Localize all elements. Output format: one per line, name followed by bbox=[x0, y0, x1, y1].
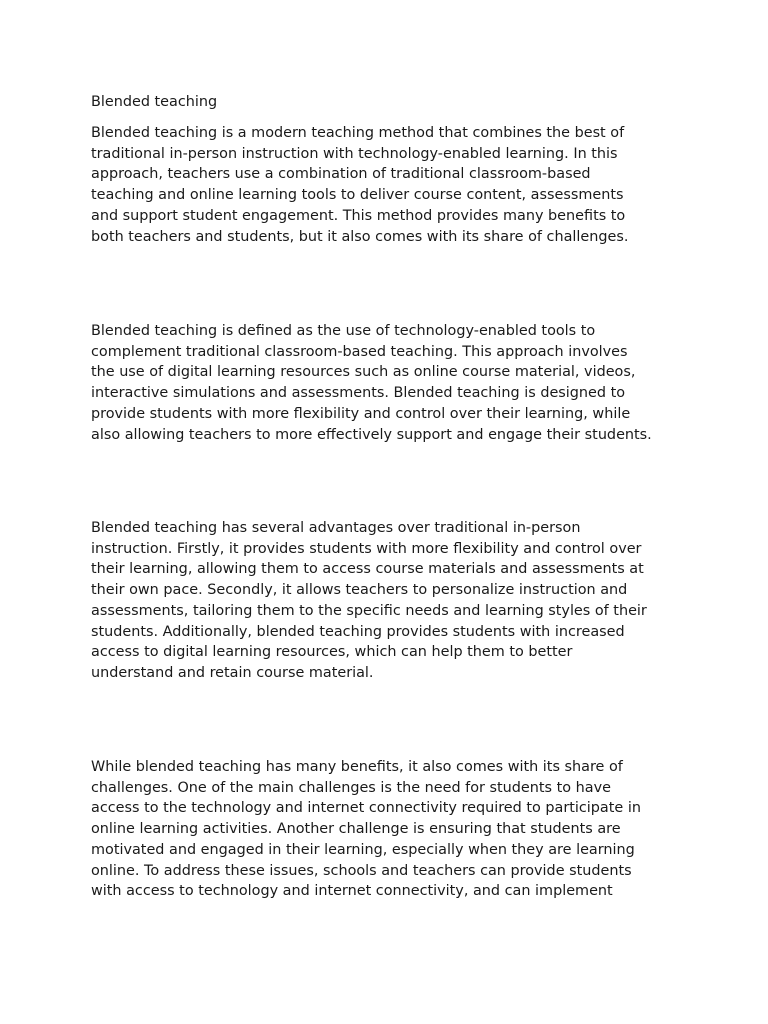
paragraph-line: motivated and engaged in their learning, especially when they are learning bbox=[91, 841, 635, 858]
paragraph-line: both teachers and students, but it also comes with its share of challenges. bbox=[91, 228, 629, 245]
paragraph-challenges bbox=[91, 757, 691, 902]
paragraph-line: complement traditional classroom-based teaching. This approach involves bbox=[91, 343, 628, 360]
paragraph-introduction bbox=[91, 123, 691, 247]
paragraph-line: their learning, allowing them to access course materials and assessments at bbox=[91, 561, 644, 578]
paragraph-line: online learning activities. Another challenge is ensuring that students are bbox=[91, 821, 621, 838]
paragraph-line: access to the technology and internet connectivity required to participate in bbox=[91, 800, 641, 817]
paragraph-line: online. To address these issues, schools and teachers can provide students bbox=[91, 862, 632, 879]
paragraph-line: their own pace. Secondly, it allows teachers to personalize instruction and bbox=[91, 582, 628, 599]
paragraph-line: and support student engagement. This method provides many benefits to bbox=[91, 207, 626, 224]
paragraph-line: interactive simulations and assessments. Blended teaching is designed to bbox=[91, 385, 626, 402]
paragraph-line: teaching and online learning tools to deliver course content, assessments bbox=[91, 187, 624, 204]
paragraph-line: While blended teaching has many benefits, it also comes with its share of bbox=[91, 759, 623, 775]
paragraph-line: challenges. One of the main challenges is the need for students to have bbox=[91, 779, 611, 796]
paragraph-line: traditional in-person instruction with technology-enabled learning. In this bbox=[91, 145, 618, 162]
paragraph-line: approach, teachers use a combination of traditional classroom-based bbox=[91, 166, 591, 183]
paragraph-line: understand and retain course material. bbox=[91, 664, 374, 681]
paragraph-line: the use of digital learning resources such as online course material, videos, bbox=[91, 364, 636, 381]
paragraph-definition bbox=[91, 321, 691, 445]
paragraph-line: provide students with more flexibility and control over their learning, while bbox=[91, 405, 631, 422]
paragraph-line: instruction. Firstly, it provides students with more flexibility and control over bbox=[91, 540, 642, 557]
paragraph-line: Blended teaching is defined as the use of technology-enabled tools to bbox=[91, 323, 596, 339]
paragraph-line: access to digital learning resources, which can help them to better bbox=[91, 644, 573, 661]
paragraph-line: also allowing teachers to more effectively support and engage their students. bbox=[91, 426, 652, 443]
paragraph-line: Blended teaching is a modern teaching method that combines the best of bbox=[91, 125, 625, 141]
paragraph-line: with access to technology and internet connectivity, and can implement bbox=[91, 883, 613, 900]
paragraph-line: assessments, tailoring them to the specific needs and learning styles of their bbox=[91, 602, 647, 619]
paragraph-advantages bbox=[91, 518, 691, 684]
paragraph-line: students. Additionally, blended teaching provides students with increased bbox=[91, 623, 625, 640]
paragraph-line: Blended teaching has several advantages over traditional in-person bbox=[91, 520, 581, 536]
document-title: Blended teaching bbox=[91, 94, 218, 110]
